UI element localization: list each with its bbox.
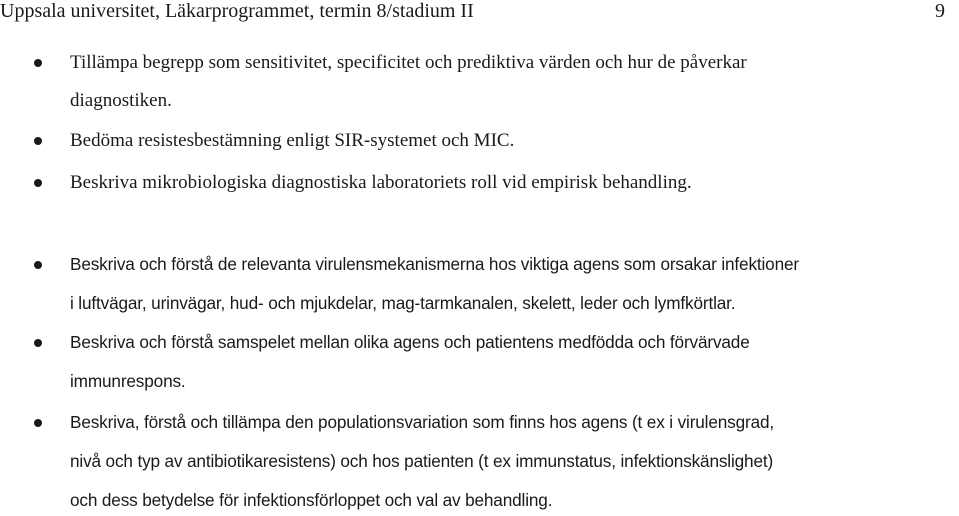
header-title: Uppsala universitet, Läkarprogrammet, termin 8/stadium II: [0, 0, 474, 22]
page-header: [0, 0, 959, 24]
bullet-icon: [34, 179, 42, 187]
list-item-text: Tillämpa begrepp som sensitivitet, specificitet och prediktiva värden och hur de påverkar diagnostiken.: [70, 52, 747, 111]
list-item-text: Beskriva och förstå samspelet mellan olika agens och patientens medfödda och förvärvade immunrespons.: [70, 332, 750, 391]
bullet-icon: [34, 261, 42, 269]
bullet-icon: [34, 339, 42, 347]
list-item-text: Bedöma resistesbestämning enligt SIR-systemet och MIC.: [70, 130, 515, 151]
bullet-icon: [34, 59, 42, 67]
list-item-text: Beskriva mikrobiologiska diagnostiska laboratoriets roll vid empirisk behandling.: [70, 172, 692, 193]
bullet-icon: [34, 137, 42, 145]
bullet-icon: [34, 419, 42, 427]
list-item-text: Beskriva, förstå och tillämpa den populationsvariation som finns hos agens (t ex i virulensgrad, nivå och typ av antibiotikaresistens) och hos patienten (t ex immunstatus, infektionskänslighet) och dess betydelse för infektionsförloppet och val av behandling.: [70, 412, 775, 510]
list-item-text: Beskriva och förstå de relevanta virulensmekanismerna hos viktiga agens som orsakar infektioner i luftvägar, urinvägar, hud- och mjukdelar, mag-tarmkanalen, skelett, leder och lymfkörtlar.: [70, 254, 799, 313]
page-number: 9: [935, 0, 945, 22]
